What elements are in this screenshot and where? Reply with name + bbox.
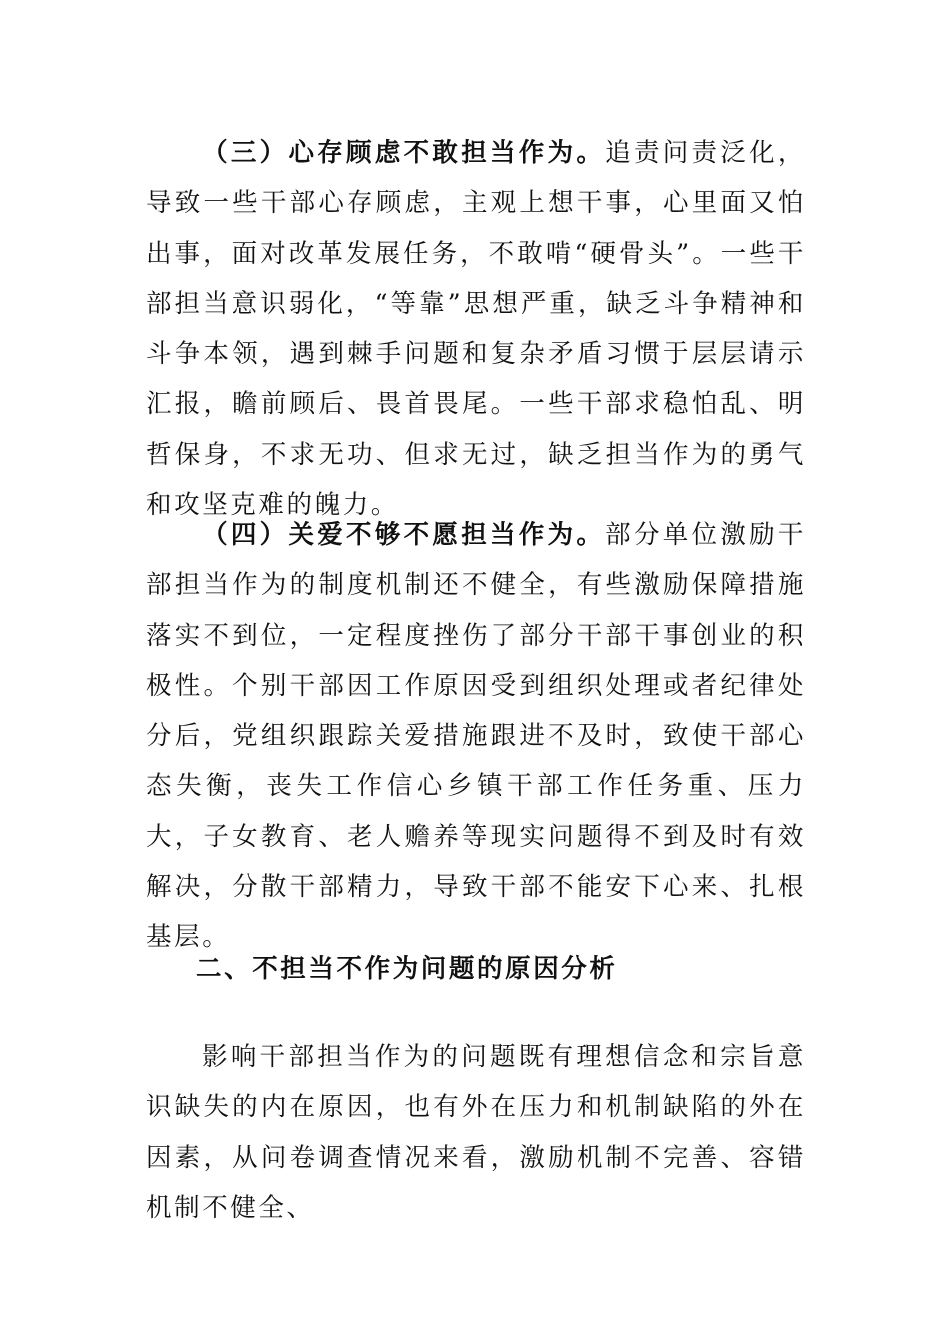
section-heading-2: 二、不担当不作为问题的原因分析 <box>196 954 618 984</box>
section-3-body: 追责问责泛化，导致一些干部心存顾虑，主观上想干事，心里面又怕出事，面对改革发展任务，不敢啃“硬骨头”。一些干部担当意识弱化，“等靠”思想严重，缺乏斗争精神和斗争本领，遇到棘手问题和复杂矛盾习惯于层层请示汇报，瞻前顾后、畏首畏尾。一些干部求稳怕乱、明哲保身，不求无功、但求无过，缺乏担当作为的勇气和攻坚克难的魄力。 <box>146 138 806 521</box>
paragraph-section-4 <box>146 510 806 963</box>
section-3-lead: （三）心存顾虑不敢担当作为。 <box>202 138 606 168</box>
section-4-body: 部分单位激励干部担当作为的制度机制还不健全，有些激励保障措施落实不到位，一定程度挫伤了部分干部干事创业的积极性。个别干部因工作原因受到组织处理或者纪律处分后，党组织跟踪关爱措施跟进不及时，致使干部心态失衡，丧失工作信心乡镇干部工作任务重、压力大，子女教育、老人赡养等现实问题得不到及时有效解决，分散干部精力，导致干部不能安下心来、扎根基层。 <box>146 520 806 953</box>
section-4-lead: （四）关爱不够不愿担当作为。 <box>202 520 606 550</box>
paragraph-section-3 <box>146 128 806 530</box>
paragraph-intro: 影响干部担当作为的问题既有理想信念和宗旨意识缺失的内在原因，也有外在压力和机制缺陷的外在因素，从问卷调查情况来看，激励机制不完善、容错机制不健全、 <box>146 1042 806 1223</box>
